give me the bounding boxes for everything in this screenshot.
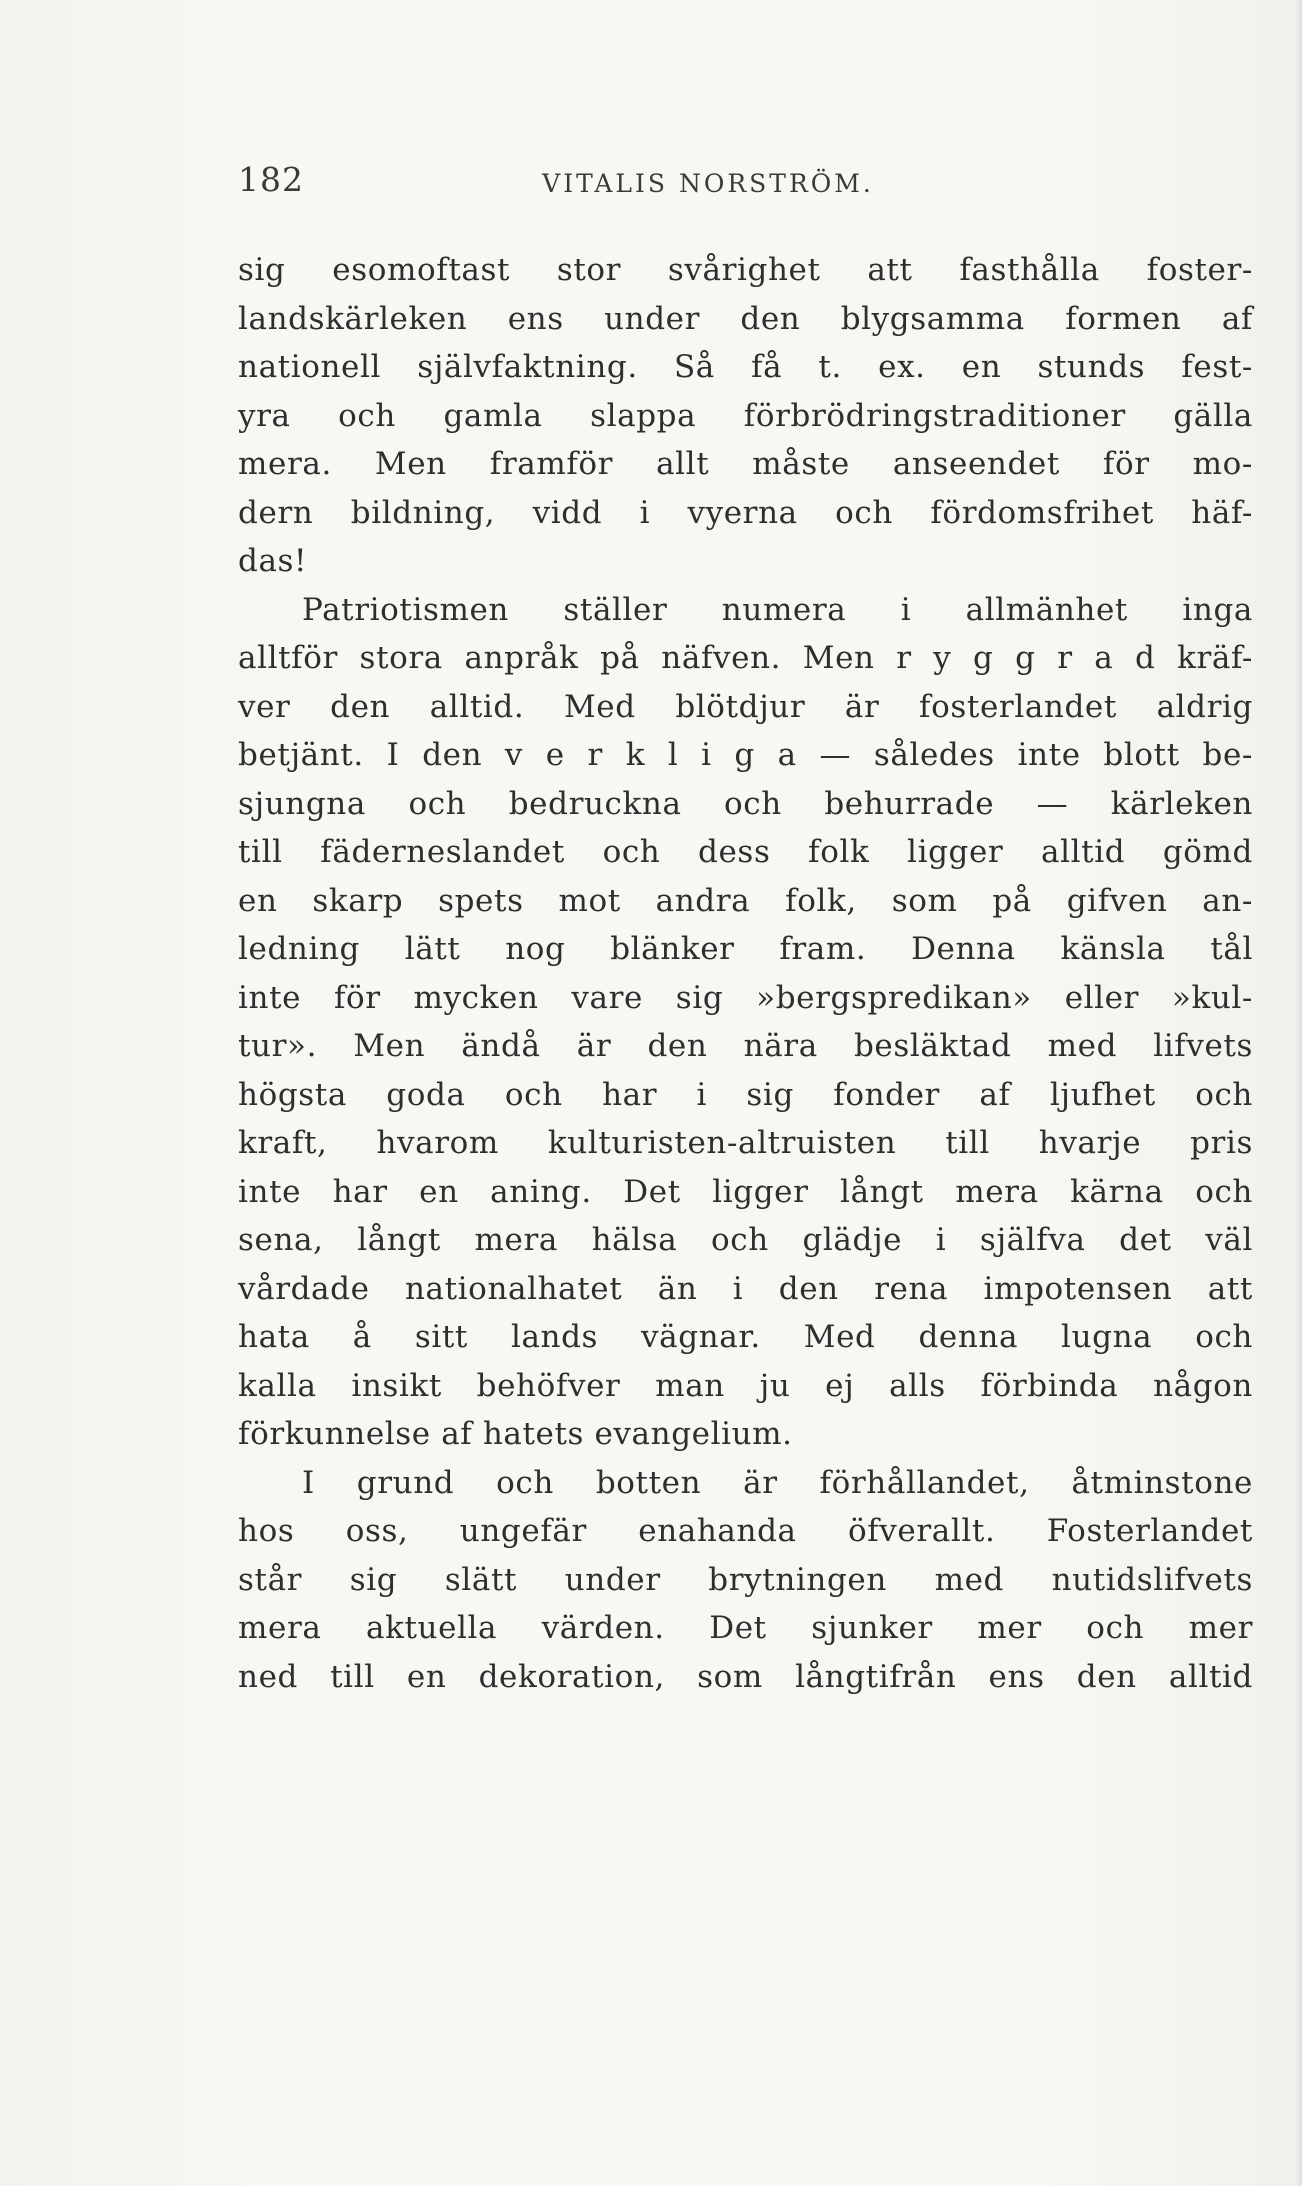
text-line: till fäderneslandet och dess folk ligger alltid gömd bbox=[238, 834, 1253, 870]
page-number: 182 bbox=[238, 160, 304, 199]
text-line: tur». Men ändå är den nära besläktad med lifvets bbox=[238, 1028, 1253, 1064]
text-line: vårdade nationalhatet än i den rena impotensen att bbox=[238, 1270, 1253, 1307]
text-line: betjänt. I den v e r k l i g a — således inte blott be- bbox=[238, 737, 1253, 773]
text-line: kalla insikt behöfver man ju ej alls förbinda någon bbox=[238, 1367, 1253, 1404]
text-line: dern bildning, vidd i vyerna och fördomsfrihet häf- bbox=[238, 494, 1253, 531]
text-line: sig esomoftast stor svårighet att fasthålla foster- bbox=[238, 252, 1253, 288]
text-line: kraft, hvarom kulturisten-altruisten till hvarje pris bbox=[238, 1125, 1253, 1161]
text-line: alltför stora anpråk på näfven. Men r y g g r a d kräf- bbox=[238, 640, 1253, 676]
text-line: yra och gamla slappa förbrödringstraditioner gälla bbox=[238, 397, 1253, 434]
text-line: hos oss, ungefär enahanda öfverallt. Fosterlandet bbox=[238, 1513, 1253, 1549]
text-line: mera aktuella värden. Det sjunker mer och mer bbox=[238, 1610, 1253, 1646]
text-line: I grund och botten är förhållandet, åtminstone bbox=[302, 1464, 1253, 1501]
text-line: inte har en aning. Det ligger långt mera kärna och bbox=[238, 1173, 1253, 1210]
body-text bbox=[238, 246, 1253, 1701]
text-line: sjungna och bedruckna och behurrade — kärleken bbox=[238, 785, 1253, 822]
text-line: inte för mycken vare sig »bergspredikan» eller »kul- bbox=[238, 979, 1253, 1016]
text-line: förkunnelse af hatets evangelium. bbox=[238, 1416, 793, 1452]
text-line: ver den alltid. Med blötdjur är fosterlandet aldrig bbox=[238, 688, 1253, 725]
text-line: hata å sitt lands vägnar. Med denna lugna och bbox=[238, 1319, 1253, 1355]
text-line: en skarp spets mot andra folk, som på gifven an- bbox=[238, 882, 1253, 919]
page-edge-shadow bbox=[1296, 0, 1302, 2186]
text-line: står sig slätt under brytningen med nutidslifvets bbox=[238, 1561, 1253, 1598]
text-line: mera. Men framför allt måste anseendet för mo- bbox=[238, 446, 1253, 482]
text-line: ned till en dekoration, som långtifrån ens den alltid bbox=[238, 1658, 1253, 1695]
page-header bbox=[238, 160, 1058, 210]
text-line: Patriotismen ställer numera i allmänhet inga bbox=[302, 591, 1253, 628]
text-line: landskärleken ens under den blygsamma formen af bbox=[238, 300, 1253, 337]
text-line: ledning lätt nog blänker fram. Denna känsla tål bbox=[238, 931, 1253, 967]
text-line: sena, långt mera hälsa och glädje i själfva det väl bbox=[238, 1222, 1253, 1258]
running-head: VITALIS NORSTRÖM. bbox=[542, 169, 874, 198]
text-line: högsta goda och har i sig fonder af ljufhet och bbox=[238, 1076, 1253, 1113]
text-line: das! bbox=[238, 543, 308, 579]
text-line: nationell självfaktning. Så få t. ex. en stunds fest- bbox=[238, 349, 1253, 385]
